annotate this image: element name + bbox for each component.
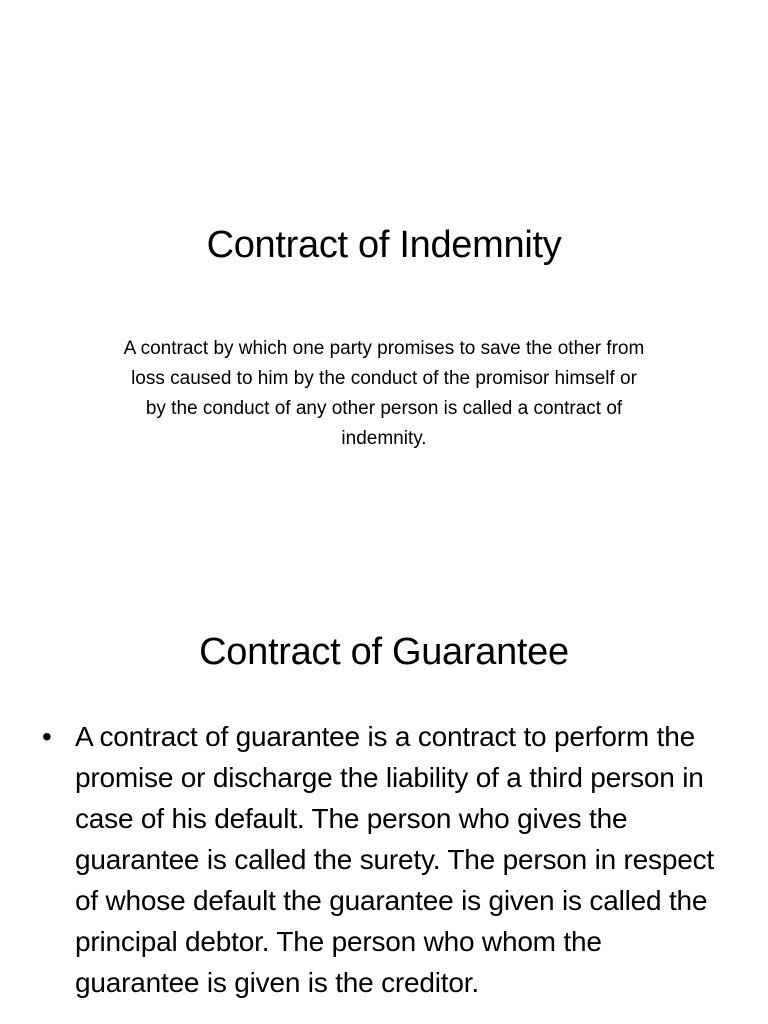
bullet-text: A contract of guarantee is a contract to perform the promise or discharge the liability of a third person in case of his default. The person who gives the guarantee is called the surety. The person in respect of whose default the guarantee is given is called the principal debtor. The person who whom the guarantee is given is the creditor. bbox=[75, 721, 714, 998]
bullet-list bbox=[40, 716, 730, 1003]
slide-title: Contract of Indemnity bbox=[206, 224, 562, 266]
bullet-icon: • bbox=[42, 721, 52, 752]
definition-text: A contract by which one party promises to save the other from loss caused to him by the conduct of the promisor himself or by the conduct of any other person is called a contract of indemnity. bbox=[123, 338, 645, 449]
slide-contract-of-guarantee bbox=[0, 576, 768, 1024]
bullet-item bbox=[40, 716, 730, 1003]
slide-title: Contract of Guarantee bbox=[199, 631, 569, 673]
